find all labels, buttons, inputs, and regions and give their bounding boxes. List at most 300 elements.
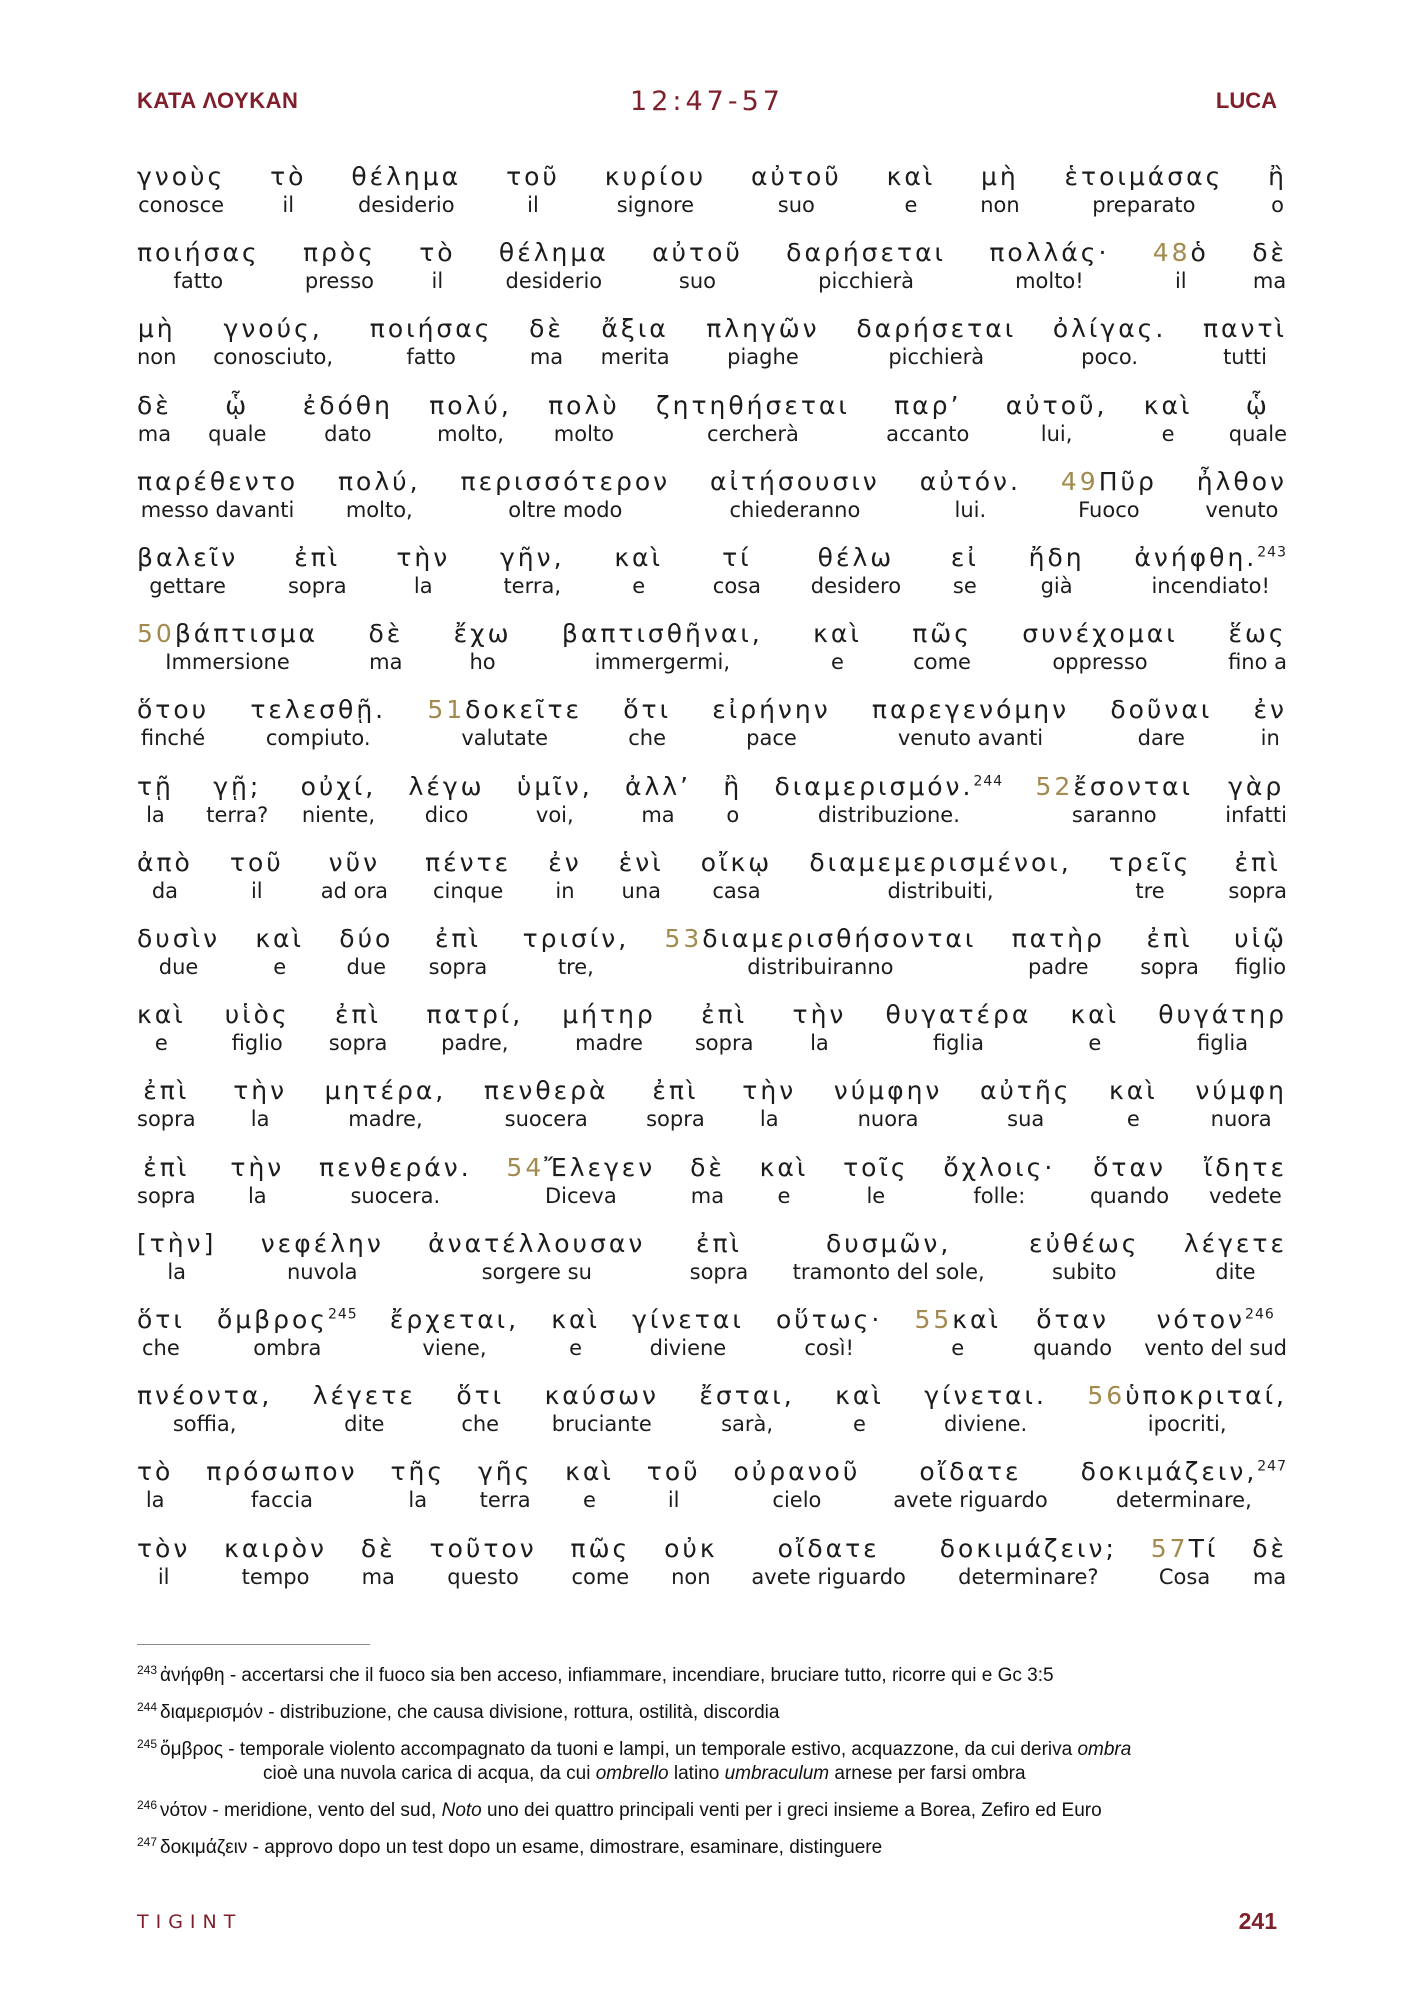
- word-pair: [793, 1000, 847, 1056]
- chapter-verse-range: 12:47-57: [630, 86, 784, 117]
- footnote-text: cioè una nuvola carica di acqua, da cui: [263, 1763, 596, 1784]
- italian-translation: terra,: [503, 574, 562, 598]
- interlinear-line: [137, 1000, 1287, 1062]
- word-pair: [137, 848, 193, 904]
- greek-word: [760, 1153, 809, 1183]
- italian-translation: terra: [479, 1488, 531, 1513]
- word-pair: [1053, 314, 1166, 370]
- italian-translation: molto!: [1015, 269, 1084, 294]
- greek-text: ὁ: [1190, 238, 1209, 268]
- greek-word: [980, 162, 1019, 192]
- greek-text: τὴν: [230, 1152, 285, 1182]
- italian-translation: non: [137, 345, 177, 370]
- greek-word: [319, 1153, 472, 1183]
- italian-translation: distribuzione.: [817, 802, 960, 827]
- greek-word: [1203, 314, 1287, 344]
- interlinear-line: [137, 391, 1287, 453]
- greek-text: ᾧ: [1245, 390, 1270, 420]
- footnote-continuation: [137, 1762, 1297, 1786]
- greek-text: νεφέλην: [260, 1228, 384, 1258]
- greek-word: [835, 1381, 884, 1411]
- italian-translation: che: [628, 726, 667, 751]
- word-pair: [632, 1305, 744, 1361]
- greek-word: [601, 314, 670, 344]
- greek-word: [1184, 1229, 1287, 1259]
- interlinear-line: [137, 1153, 1287, 1215]
- greek-word: [562, 619, 763, 649]
- word-pair: [233, 1076, 287, 1132]
- greek-word: [217, 1305, 358, 1335]
- greek-text: δοκεῖτε: [465, 695, 583, 725]
- italian-translation: tempo: [241, 1564, 310, 1589]
- word-pair: [614, 543, 663, 599]
- footnote-reference[interactable]: 247: [1257, 1459, 1287, 1476]
- italian-translation: madre: [575, 1031, 643, 1056]
- footnote-text: - approvo dopo un test dopo un esame, dimostrare, esaminare, distinguere: [247, 1837, 883, 1858]
- italian-translation: la: [250, 1107, 270, 1132]
- italian-translation: molto,: [345, 497, 413, 522]
- page-number: 241: [1238, 1908, 1277, 1934]
- greek-word: [856, 314, 1016, 344]
- greek-text: πενθεράν.: [319, 1152, 472, 1182]
- italian-translation: soffia,: [172, 1412, 237, 1437]
- greek-word: [1228, 619, 1287, 649]
- italian-translation: ma: [529, 345, 564, 370]
- greek-text: ἐν: [1253, 695, 1287, 725]
- word-pair: [605, 162, 706, 218]
- greek-text: διαμερισμόν.: [774, 771, 974, 801]
- footnote-reference[interactable]: 246: [1245, 1306, 1275, 1323]
- greek-text: δύο: [339, 924, 394, 953]
- word-pair: [811, 543, 901, 599]
- greek-word: [1029, 543, 1085, 573]
- italian-translation: e: [853, 1412, 866, 1437]
- verse-number: 51: [427, 695, 466, 725]
- word-pair: [760, 1153, 809, 1209]
- italian-translation: Immersione: [165, 650, 290, 675]
- word-pair: [1203, 314, 1287, 370]
- italian-translation: la: [145, 1488, 165, 1513]
- greek-text: ἢ: [723, 771, 743, 801]
- greek-text: τῇ: [137, 771, 174, 801]
- word-pair: [701, 848, 772, 904]
- greek-text: ἔσται,: [699, 1381, 795, 1411]
- italian-translation: o: [1271, 193, 1284, 217]
- italian-translation: suo: [777, 193, 815, 217]
- interlinear-line: [137, 162, 1287, 224]
- word-pair: [835, 1381, 884, 1437]
- word-pair: [1228, 848, 1287, 904]
- italian-translation: dite: [1215, 1259, 1256, 1284]
- word-pair: [951, 543, 979, 599]
- greek-text: πληγῶν: [706, 314, 820, 344]
- word-pair: [1033, 1305, 1112, 1361]
- word-pair: [506, 162, 560, 218]
- italian-translation: piaghe: [727, 345, 799, 370]
- greek-word: [430, 1534, 537, 1564]
- word-pair: [270, 162, 306, 218]
- greek-text: παντὶ: [1202, 314, 1287, 344]
- footnote-term: ἀνήφθη: [160, 1665, 225, 1686]
- italian-translation: nuvola: [286, 1259, 358, 1284]
- word-pair: [1195, 1076, 1287, 1132]
- italian-translation: accanto: [886, 421, 970, 446]
- word-pair: [664, 1534, 718, 1590]
- greek-text: διαμερισθήσονται: [702, 924, 977, 953]
- italian-translation: e: [273, 955, 287, 979]
- italian-translation: vedete: [1209, 1183, 1282, 1208]
- footnotes: [137, 1664, 1297, 1873]
- greek-word: [409, 772, 485, 802]
- word-pair: [1081, 1457, 1287, 1513]
- greek-word: [565, 1457, 614, 1487]
- italian-translation: ma: [690, 1183, 725, 1208]
- word-pair: [351, 162, 461, 218]
- greek-text: Τί: [1188, 1533, 1219, 1563]
- greek-text: νύμφην: [833, 1076, 943, 1106]
- greek-word: [137, 1153, 196, 1183]
- greek-text: τρεῖς: [1108, 847, 1192, 877]
- greek-text: τῆς: [390, 1457, 446, 1487]
- word-pair: [137, 1381, 272, 1437]
- greek-text: νότον: [1156, 1305, 1246, 1334]
- word-pair: [713, 543, 761, 599]
- greek-text: ἦλθον: [1196, 466, 1287, 496]
- greek-text: καιρὸν: [224, 1533, 327, 1563]
- interlinear-line: [137, 1305, 1287, 1367]
- greek-text: τὸ: [137, 1457, 174, 1487]
- italian-translation: figlia: [932, 1031, 984, 1056]
- italian-translation: il: [527, 193, 539, 217]
- word-pair: [980, 1076, 1072, 1132]
- greek-word: [551, 1305, 600, 1335]
- word-pair: [224, 1534, 327, 1590]
- greek-word: [390, 1457, 445, 1487]
- greek-word: [811, 543, 901, 573]
- greek-text: ἐπὶ: [695, 1228, 742, 1258]
- greek-text: ὅτι: [137, 1305, 185, 1334]
- word-pair: [571, 1534, 631, 1590]
- greek-word: [390, 1305, 519, 1335]
- greek-text: δὲ: [368, 619, 404, 649]
- word-pair: [329, 1000, 388, 1056]
- word-pair: [619, 848, 664, 904]
- greek-word: [301, 772, 377, 802]
- word-pair: [623, 695, 671, 751]
- italian-translation: figlio: [1235, 955, 1287, 979]
- italian-translation: desiderio: [357, 193, 455, 217]
- greek-word: [230, 1153, 284, 1183]
- greek-word: [426, 1000, 523, 1030]
- greek-text: παρέθεντο: [137, 466, 299, 496]
- greek-word: [529, 314, 564, 344]
- word-pair: [943, 1153, 1055, 1209]
- word-pair: [1234, 924, 1287, 980]
- word-pair: [338, 467, 421, 523]
- word-pair: [137, 1076, 196, 1132]
- footnote-number: 246: [137, 1797, 158, 1812]
- greek-word: [137, 1305, 185, 1335]
- greek-text: δὲ: [1252, 1533, 1287, 1563]
- italian-translation: figlia: [1197, 1031, 1249, 1056]
- word-pair: [137, 1000, 186, 1056]
- greek-text: θυγατέρα: [885, 1000, 1032, 1030]
- greek-word: [338, 467, 421, 497]
- greek-word: [461, 467, 671, 497]
- greek-word: [478, 1457, 532, 1487]
- greek-word: [321, 848, 388, 878]
- greek-word: [1204, 1153, 1287, 1183]
- italian-translation: madre,: [348, 1107, 423, 1132]
- footnote-term: ὄμβρος: [160, 1739, 224, 1760]
- greek-word: [270, 162, 306, 192]
- footnote-reference[interactable]: 245: [327, 1306, 358, 1323]
- greek-text: οὐκ: [664, 1533, 718, 1563]
- word-pair: [303, 238, 376, 294]
- greek-text: πατρί,: [426, 1000, 524, 1030]
- greek-word: [712, 695, 830, 725]
- word-pair: [429, 924, 488, 980]
- italian-translation: suocera: [504, 1107, 588, 1132]
- italian-translation: questo: [447, 1564, 519, 1589]
- greek-word: [664, 1534, 718, 1564]
- greek-word: [989, 238, 1109, 268]
- word-pair: [1070, 1000, 1119, 1056]
- verse-number: 49: [1060, 466, 1099, 496]
- italian-translation: la: [247, 1183, 267, 1208]
- greek-text: καύσων: [544, 1381, 659, 1411]
- word-pair: [456, 1381, 504, 1437]
- greek-text: τὴν: [396, 543, 451, 572]
- greek-word: [951, 543, 979, 573]
- italian-translation: casa: [712, 878, 761, 903]
- greek-text: ὑμῖν,: [516, 771, 593, 801]
- greek-text: ὄχλοις·: [943, 1152, 1056, 1182]
- greek-text: μήτηρ: [562, 1000, 656, 1030]
- italian-translation: ma: [1252, 1564, 1287, 1589]
- greek-word: [1153, 238, 1209, 268]
- greek-text: ὅτι: [456, 1381, 505, 1411]
- greek-word: [893, 1457, 1047, 1487]
- footnote-reference[interactable]: 244: [973, 773, 1004, 790]
- greek-word: [623, 695, 671, 725]
- italian-translation: picchierà: [888, 345, 985, 370]
- greek-word: [775, 772, 1004, 802]
- greek-text: ᾧ: [225, 390, 250, 420]
- italian-translation: cinque: [433, 878, 504, 903]
- greek-word: [396, 543, 450, 573]
- greek-word: [1012, 924, 1105, 954]
- greek-text: ἐπὶ: [143, 1076, 190, 1106]
- word-pair: [1268, 162, 1287, 218]
- italian-translation: la: [759, 1107, 779, 1132]
- word-pair: [751, 1534, 905, 1590]
- word-pair: [225, 1000, 290, 1056]
- word-pair: [1090, 1153, 1169, 1209]
- word-pair: [742, 1076, 796, 1132]
- interlinear-line: [137, 848, 1287, 910]
- italian-translation: incendiato!: [1151, 574, 1270, 598]
- greek-text: τὴν: [233, 1076, 288, 1106]
- italian-translation: già: [1040, 574, 1073, 598]
- word-pair: [551, 1305, 600, 1361]
- italian-translation: ad ora: [320, 878, 388, 903]
- greek-text: πέντε: [425, 847, 512, 877]
- italian-translation: e: [1088, 1031, 1102, 1056]
- greek-text: καὶ: [551, 1305, 600, 1334]
- greek-word: [695, 1000, 754, 1030]
- greek-text: ὅτου: [137, 695, 210, 725]
- italian-translation: e: [777, 1183, 791, 1208]
- greek-word: [625, 772, 691, 802]
- greek-text: ἑνὶ: [618, 847, 664, 877]
- word-pair: [517, 772, 593, 828]
- italian-translation: padre,: [441, 1031, 509, 1056]
- italian-translation: sua: [1007, 1107, 1045, 1132]
- greek-word: [1195, 1076, 1287, 1106]
- greek-text: τοῦ: [229, 847, 284, 877]
- italian-translation: molto: [553, 421, 615, 446]
- greek-text: οἴδατε: [919, 1457, 1022, 1487]
- word-pair: [885, 1000, 1031, 1056]
- italian-translation: sopra: [328, 1031, 388, 1056]
- word-pair: [834, 1076, 943, 1132]
- greek-text: τὴν: [792, 1000, 847, 1030]
- italian-translation: così!: [804, 1336, 854, 1360]
- italian-translation: il: [282, 193, 295, 217]
- word-pair: [529, 314, 564, 370]
- greek-text: τοῦτον: [429, 1533, 537, 1563]
- greek-text: ὀλίγας.: [1052, 314, 1167, 344]
- greek-text: καὶ: [835, 1381, 884, 1411]
- greek-text: τρισίν,: [522, 924, 630, 953]
- word-pair: [428, 1229, 645, 1285]
- interlinear-line: [137, 314, 1287, 376]
- greek-word: [647, 1457, 701, 1487]
- greek-word: [230, 848, 284, 878]
- greek-text: δὲ: [360, 1533, 396, 1563]
- footnote: [137, 1836, 1297, 1860]
- greek-word: [1225, 772, 1287, 802]
- word-pair: [1254, 695, 1287, 751]
- greek-word: [1065, 162, 1224, 192]
- italian-translation: Diceva: [544, 1183, 617, 1208]
- greek-word: [656, 391, 850, 421]
- word-pair: [230, 848, 284, 904]
- greek-text: οἴκῳ: [700, 847, 773, 877]
- greek-word: [1197, 467, 1287, 497]
- word-pair: [893, 1457, 1047, 1513]
- greek-word: [1254, 695, 1287, 725]
- italian-translation: il: [250, 878, 263, 903]
- greek-text: ἄξια: [601, 314, 669, 344]
- greek-word: [506, 1153, 655, 1183]
- word-pair: [361, 1534, 396, 1590]
- greek-word: [517, 772, 593, 802]
- greek-word: [1070, 1000, 1119, 1030]
- italian-translation: padre: [1027, 955, 1089, 979]
- italian-translation: fatto: [406, 345, 456, 370]
- greek-text: δυσὶν: [137, 924, 221, 953]
- italian-translation: distribuiti,: [887, 878, 994, 903]
- word-pair: [1197, 467, 1287, 523]
- word-pair: [786, 238, 946, 294]
- word-pair: [912, 619, 972, 675]
- italian-translation: dare: [1137, 726, 1185, 751]
- greek-word: [1234, 924, 1287, 954]
- greek-text: πενθερὰ: [483, 1076, 609, 1106]
- italian-translation: e: [831, 650, 844, 675]
- italian-translation: in: [555, 878, 575, 903]
- footnote-emphasis: ombrello: [595, 1763, 669, 1784]
- italian-translation: Fuoco: [1078, 497, 1140, 522]
- word-pair: [712, 695, 830, 751]
- italian-translation: e: [1126, 1107, 1140, 1132]
- word-pair: [409, 772, 485, 828]
- italian-translation: cercherà: [706, 421, 799, 446]
- word-pair: [1110, 695, 1212, 751]
- italian-translation: desidero: [810, 574, 902, 598]
- greek-text: τοῦ: [646, 1457, 701, 1487]
- greek-text: καὶ: [1109, 1076, 1158, 1106]
- greek-word: [137, 314, 176, 344]
- greek-text: ἐπὶ: [652, 1076, 699, 1106]
- word-pair: [1140, 924, 1199, 980]
- greek-text: γὰρ: [1228, 771, 1285, 801]
- word-pair: [924, 1381, 1047, 1437]
- greek-text: μὴ: [137, 314, 176, 344]
- italian-translation: Cosa: [1158, 1564, 1211, 1589]
- italian-translation: il: [157, 1564, 170, 1589]
- word-pair: [690, 1229, 749, 1285]
- italian-translation: avete riguardo: [751, 1564, 906, 1589]
- word-pair: [1252, 1534, 1287, 1590]
- footnote-reference[interactable]: 243: [1257, 544, 1287, 561]
- word-pair: [390, 1457, 445, 1513]
- greek-word: [137, 543, 238, 573]
- italian-translation: sorgere su: [481, 1259, 592, 1284]
- greek-text: αὐτοῦ: [652, 238, 743, 268]
- greek-word: [1110, 695, 1212, 725]
- greek-word: [419, 238, 455, 268]
- word-pair: [500, 543, 565, 599]
- greek-word: [351, 162, 461, 192]
- greek-word: [614, 543, 663, 573]
- greek-text: παρεγενόμην: [871, 695, 1070, 725]
- italian-translation: valutate: [461, 726, 549, 751]
- greek-text: πρόσωπον: [206, 1457, 358, 1487]
- greek-word: [940, 1534, 1117, 1564]
- greek-word: [329, 1000, 388, 1030]
- interlinear-line: [137, 1381, 1287, 1443]
- word-pair: [137, 467, 298, 523]
- greek-text: πῶς: [570, 1533, 631, 1563]
- word-pair: [213, 314, 333, 370]
- greek-text: γίνεται: [632, 1305, 744, 1334]
- greek-text: γῆν,: [499, 543, 565, 572]
- word-pair: [390, 1305, 519, 1361]
- word-pair: [872, 695, 1069, 751]
- greek-text: ἀνατέλλουσαν: [428, 1228, 646, 1258]
- greek-text: αὐτῆς: [979, 1076, 1072, 1106]
- greek-text: γῆς: [477, 1457, 533, 1487]
- greek-word: [699, 1381, 794, 1411]
- italian-translation: ma: [1252, 269, 1287, 294]
- greek-text: ἤδη: [1028, 543, 1085, 572]
- greek-word: [499, 238, 609, 268]
- italian-translation: finché: [140, 726, 206, 751]
- italian-translation: ma: [641, 802, 675, 827]
